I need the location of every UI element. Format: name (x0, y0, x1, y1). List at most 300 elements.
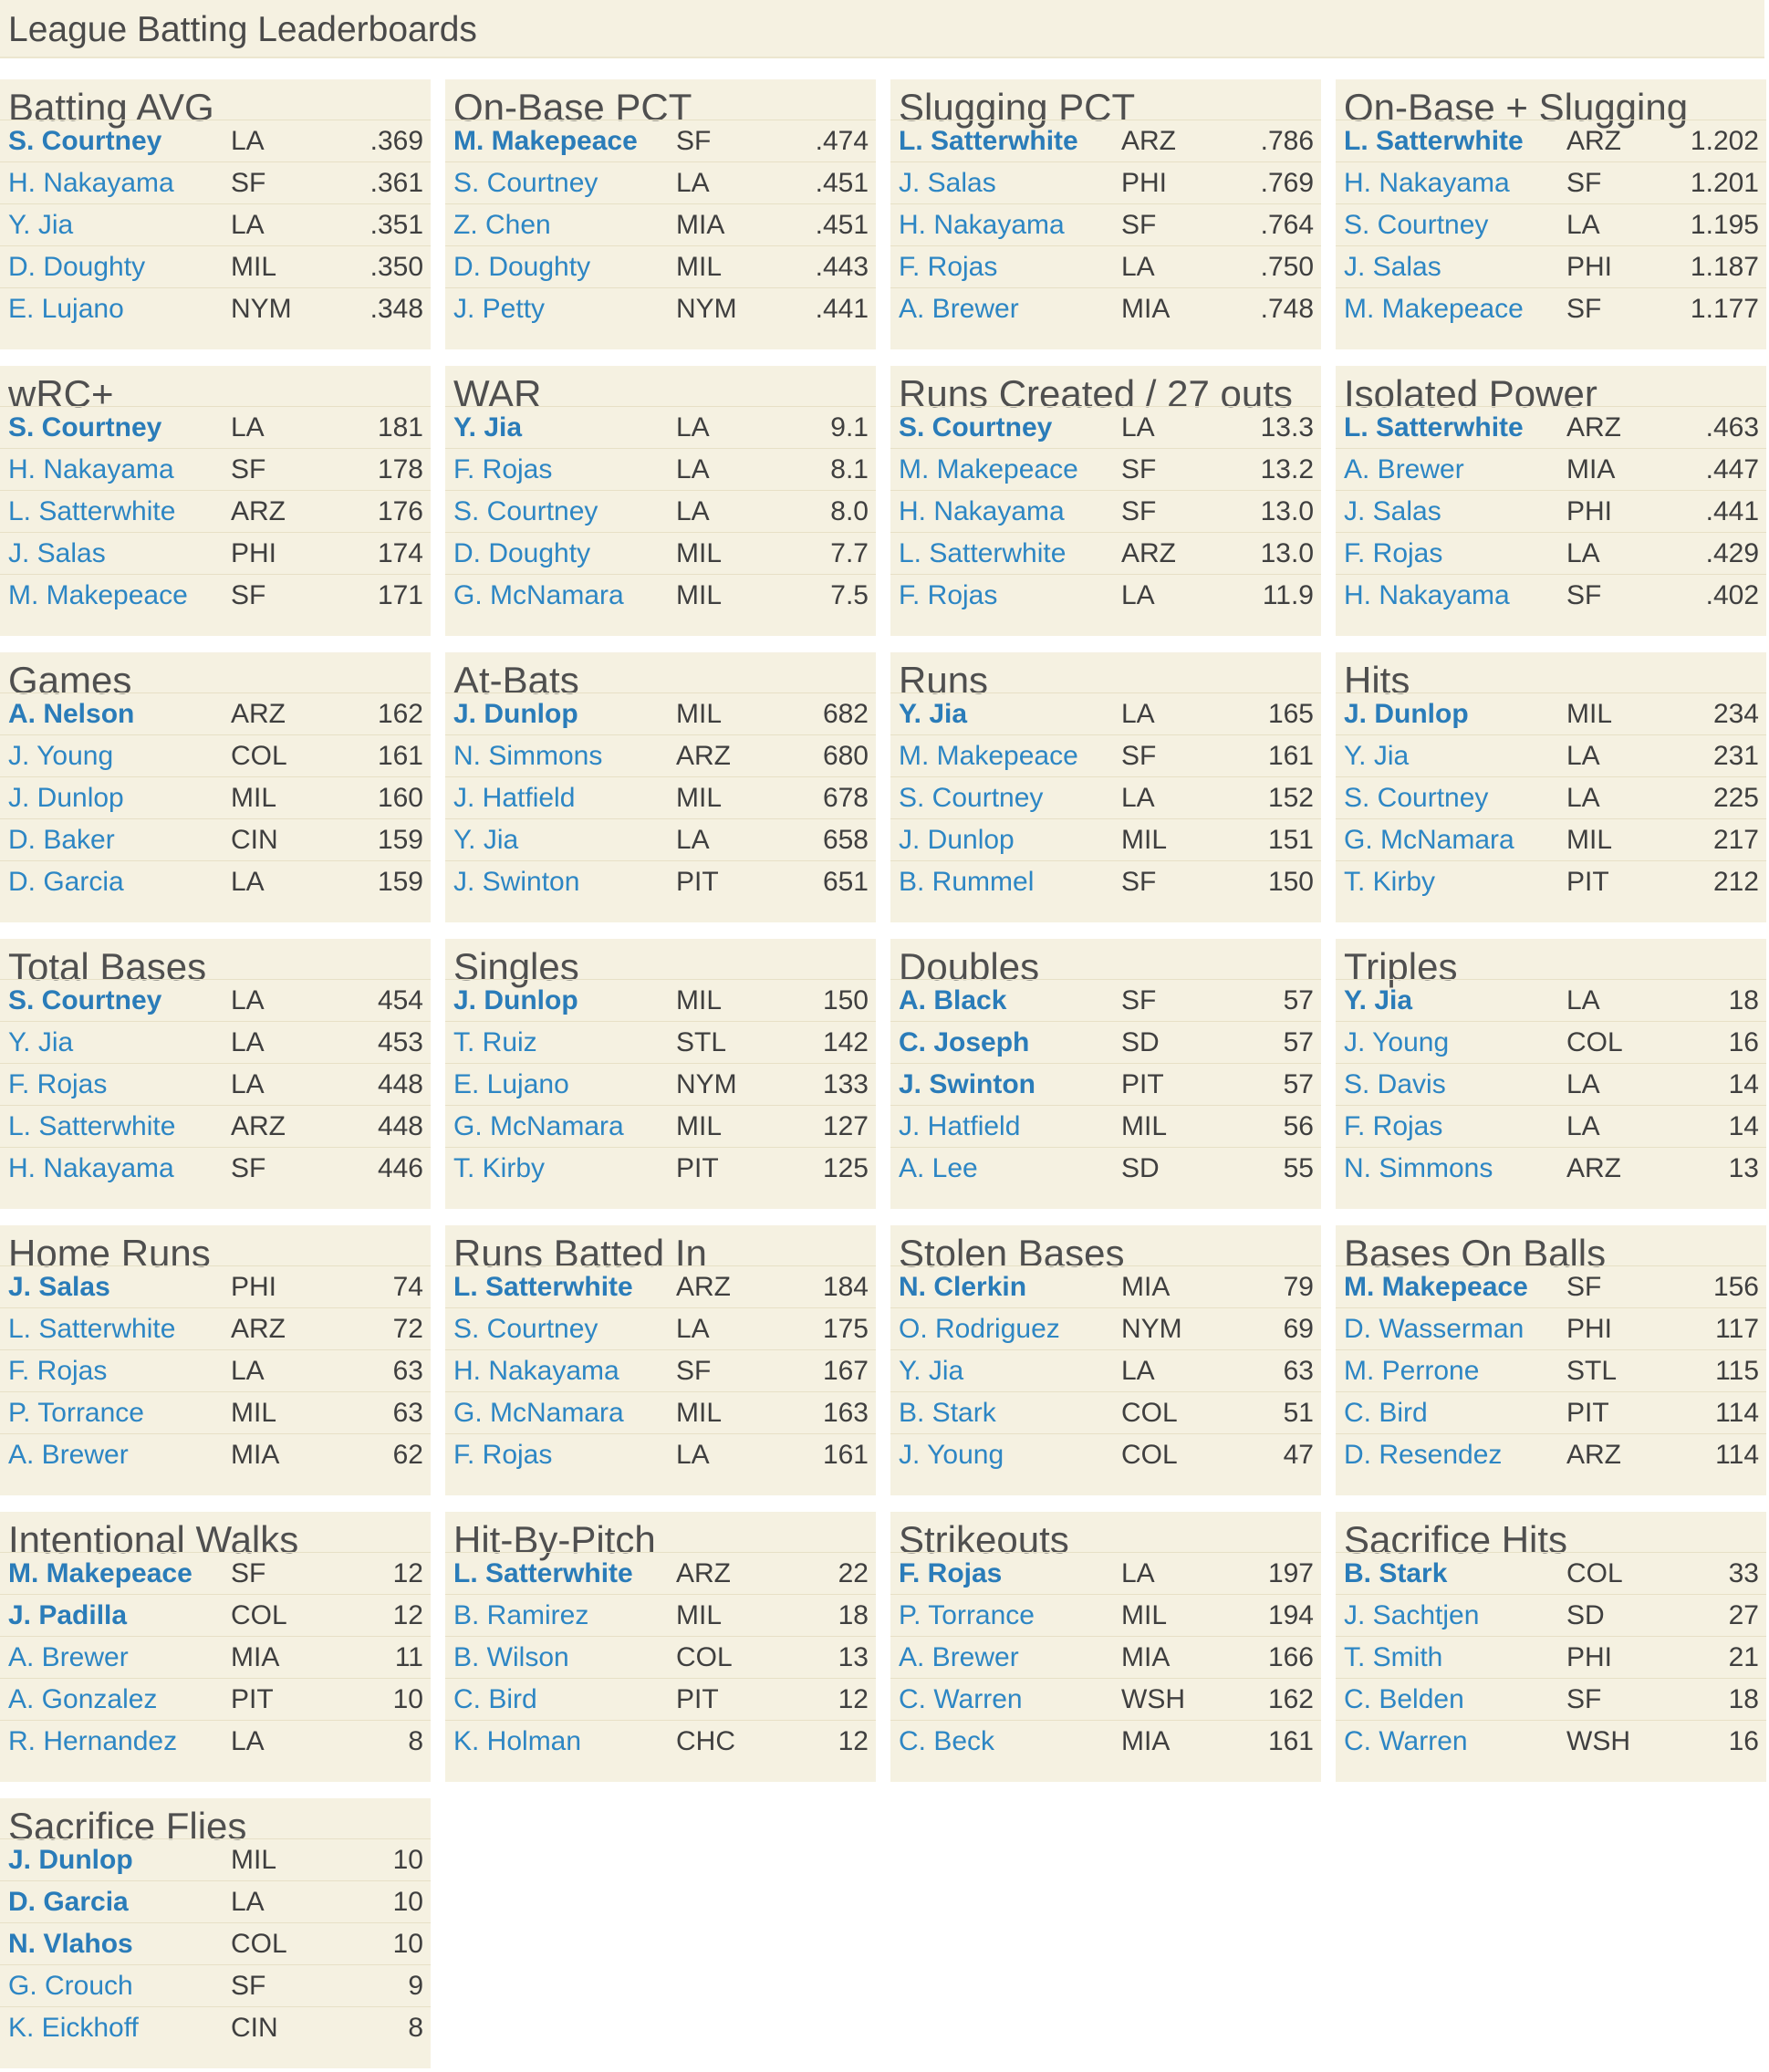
leader-row (0, 1838, 431, 1879)
leader-row (890, 1063, 1321, 1103)
player-link[interactable]: S. Courtney (453, 1314, 598, 1344)
stat-value: 1.201 (1690, 168, 1759, 198)
stat-value: 51 (1283, 1398, 1314, 1428)
stat-value: 142 (822, 1027, 869, 1057)
leader-row (445, 860, 876, 901)
leader-row (890, 1265, 1321, 1306)
leader-row (1336, 1552, 1766, 1592)
player-link[interactable]: J. Young (1344, 1027, 1450, 1057)
leader-row (445, 161, 876, 202)
team-abbr: ARZ (1566, 1440, 1621, 1470)
team-abbr: COL (1121, 1440, 1178, 1470)
leaderboard-panel (890, 79, 1321, 349)
team-abbr: MIA (1121, 1642, 1171, 1672)
panel-title: On-Base PCT (453, 86, 692, 129)
leaderboard-panel (1336, 652, 1766, 922)
player-link[interactable]: A. Black (899, 985, 1007, 1015)
leader-row (1336, 692, 1766, 733)
player-link[interactable]: S. Courtney (899, 783, 1044, 813)
player-link[interactable]: S. Courtney (1344, 783, 1489, 813)
leader-row (1336, 490, 1766, 530)
player-link[interactable]: A. Gonzalez (8, 1684, 158, 1714)
stat-value: .441 (1705, 496, 1759, 526)
stat-value: 14 (1728, 1069, 1759, 1099)
player-link[interactable]: J. Hatfield (453, 783, 576, 813)
leader-row (890, 1147, 1321, 1187)
team-abbr: LA (1121, 252, 1155, 282)
panel-title: Strikeouts (899, 1518, 1069, 1561)
player-link[interactable]: P. Torrance (8, 1398, 144, 1428)
player-link[interactable]: L. Satterwhite (8, 496, 176, 526)
team-abbr: LA (676, 1314, 710, 1344)
player-link[interactable]: Y. Jia (453, 825, 519, 855)
player-link[interactable]: F. Rojas (8, 1356, 108, 1386)
player-link[interactable]: E. Lujano (453, 1069, 569, 1099)
stat-value: 234 (1712, 699, 1759, 729)
player-link[interactable]: D. Baker (8, 825, 115, 855)
leader-row (1336, 1636, 1766, 1676)
team-abbr: MIA (1121, 294, 1171, 324)
stat-value: 12 (838, 1684, 869, 1714)
panel-title: Total Bases (8, 945, 207, 988)
stat-value: 27 (1728, 1600, 1759, 1630)
leader-row (0, 1552, 431, 1592)
stat-value: 55 (1283, 1153, 1314, 1183)
leader-row (0, 1265, 431, 1306)
player-link[interactable]: H. Nakayama (8, 1153, 174, 1183)
stat-value: 175 (822, 1314, 869, 1344)
player-link[interactable]: S. Courtney (899, 412, 1053, 443)
player-link[interactable]: J. Padilla (8, 1600, 128, 1630)
team-abbr: MIL (676, 1600, 723, 1630)
leader-row (0, 245, 431, 286)
leader-row (0, 203, 431, 244)
player-link[interactable]: H. Nakayama (899, 496, 1065, 526)
player-link[interactable]: J. Hatfield (899, 1111, 1021, 1141)
team-abbr: ARZ (676, 1558, 731, 1588)
player-link[interactable]: Y. Jia (453, 412, 523, 443)
player-link[interactable]: J. Sachtjen (1344, 1600, 1480, 1630)
player-link[interactable]: D. Resendez (1344, 1440, 1503, 1470)
player-link[interactable]: Y. Jia (899, 699, 968, 729)
team-abbr: LA (1566, 538, 1600, 568)
leader-row (0, 1880, 431, 1921)
player-link[interactable]: C. Joseph (899, 1027, 1030, 1057)
leader-row (1336, 203, 1766, 244)
team-abbr: MIL (676, 252, 723, 282)
leader-row (890, 120, 1321, 160)
leader-row (0, 860, 431, 901)
leader-row (0, 1105, 431, 1145)
stat-value: 151 (1267, 825, 1314, 855)
player-link[interactable]: M. Makepeace (1344, 294, 1524, 324)
team-abbr: SF (231, 1558, 266, 1588)
player-link[interactable]: L. Satterwhite (453, 1558, 633, 1588)
leaderboard-panel (445, 652, 876, 922)
team-abbr: LA (1121, 412, 1155, 443)
player-link[interactable]: G. McNamara (453, 1111, 624, 1141)
page-header (0, 0, 1764, 58)
player-link[interactable]: Z. Chen (453, 210, 551, 240)
player-link[interactable]: J. Dunlop (8, 783, 124, 813)
stat-value: 7.7 (830, 538, 869, 568)
team-abbr: PHI (231, 1272, 277, 1302)
player-link[interactable]: N. Simmons (1344, 1153, 1493, 1183)
player-link[interactable]: A. Brewer (899, 1642, 1019, 1672)
stat-value: .348 (369, 294, 423, 324)
player-link[interactable]: B. Wilson (453, 1642, 569, 1672)
leader-row (445, 1552, 876, 1592)
leaderboard-panel (1336, 1225, 1766, 1495)
panel-title: Games (8, 659, 132, 702)
player-link[interactable]: L. Satterwhite (899, 126, 1078, 156)
player-link[interactable]: S. Courtney (8, 126, 162, 156)
stat-value: 12 (392, 1558, 423, 1588)
panel-title: Singles (453, 945, 579, 988)
player-link[interactable]: L. Satterwhite (8, 1314, 176, 1344)
team-abbr: LA (676, 496, 710, 526)
team-abbr: ARZ (1121, 538, 1176, 568)
stat-value: 69 (1283, 1314, 1314, 1344)
player-link[interactable]: Y. Jia (1344, 985, 1413, 1015)
leaderboard-panel (890, 1225, 1321, 1495)
team-abbr: COL (676, 1642, 733, 1672)
player-link[interactable]: J. Dunlop (453, 699, 578, 729)
leaderboard-panel (890, 366, 1321, 636)
leaderboard-panel (0, 1512, 431, 1782)
player-link[interactable]: Y. Jia (8, 1027, 74, 1057)
team-abbr: PHI (1566, 496, 1613, 526)
leader-row (0, 1964, 431, 2004)
leader-row (0, 1147, 431, 1187)
player-link[interactable]: M. Makepeace (1344, 1272, 1528, 1302)
player-link[interactable]: J. Young (899, 1440, 1004, 1470)
leader-row (0, 161, 431, 202)
player-link[interactable]: J. Salas (8, 538, 106, 568)
stat-value: .786 (1260, 126, 1314, 156)
player-link[interactable]: C. Bird (1344, 1398, 1428, 1428)
player-link[interactable]: H. Nakayama (8, 454, 174, 484)
stat-value: 47 (1283, 1440, 1314, 1470)
player-link[interactable]: N. Clerkin (899, 1272, 1027, 1302)
team-abbr: SF (231, 1153, 266, 1183)
player-link[interactable]: H. Nakayama (1344, 168, 1510, 198)
player-link[interactable]: J. Swinton (453, 867, 580, 897)
leader-row (0, 120, 431, 160)
team-abbr: MIL (231, 252, 277, 282)
player-link[interactable]: L. Satterwhite (1344, 126, 1524, 156)
player-link[interactable]: S. Courtney (8, 412, 162, 443)
team-abbr: NYM (676, 294, 737, 324)
player-link[interactable]: C. Bird (453, 1684, 537, 1714)
stat-value: 682 (822, 699, 869, 729)
player-link[interactable]: J. Dunlop (1344, 699, 1469, 729)
player-link[interactable]: Y. Jia (8, 210, 74, 240)
player-link[interactable]: A. Brewer (8, 1440, 129, 1470)
leader-row (445, 1349, 876, 1390)
player-link[interactable]: D. Doughty (453, 252, 591, 282)
player-link[interactable]: A. Lee (899, 1153, 978, 1183)
team-abbr: LA (231, 985, 265, 1015)
page-title: League Batting Leaderboards (8, 10, 477, 49)
player-link[interactable]: H. Nakayama (8, 168, 174, 198)
player-link[interactable]: D. Garcia (8, 867, 124, 897)
player-link[interactable]: E. Lujano (8, 294, 124, 324)
player-link[interactable]: R. Hernandez (8, 1726, 178, 1756)
player-link[interactable]: F. Rojas (899, 252, 998, 282)
leaderboard-panel (1336, 1512, 1766, 1782)
team-abbr: LA (676, 825, 710, 855)
player-link[interactable]: A. Brewer (8, 1642, 129, 1672)
team-abbr: LA (231, 412, 265, 443)
player-link[interactable]: S. Courtney (8, 985, 162, 1015)
leaderboard-panel (890, 652, 1321, 922)
leader-row (0, 692, 431, 733)
player-link[interactable]: L. Satterwhite (1344, 412, 1524, 443)
player-link[interactable]: F. Rojas (8, 1069, 108, 1099)
team-abbr: SF (1566, 580, 1602, 610)
leaderboard-panel (1336, 366, 1766, 636)
leader-row (890, 245, 1321, 286)
team-abbr: MIL (231, 1398, 277, 1428)
team-abbr: MIL (676, 985, 723, 1015)
stat-value: 448 (377, 1069, 423, 1099)
leaderboard-panel (445, 1225, 876, 1495)
leader-row (890, 287, 1321, 328)
team-abbr: SF (1566, 294, 1602, 324)
panel-title: Isolated Power (1344, 372, 1597, 415)
player-link[interactable]: B. Stark (1344, 1558, 1448, 1588)
player-link[interactable]: B. Ramirez (453, 1600, 589, 1630)
leader-row (0, 979, 431, 1019)
leader-row (1336, 1391, 1766, 1432)
stat-value: 150 (1267, 867, 1314, 897)
player-link[interactable]: J. Dunlop (899, 825, 1015, 855)
leader-row (1336, 448, 1766, 488)
team-abbr: SF (231, 454, 266, 484)
team-abbr: MIL (1566, 825, 1613, 855)
team-abbr: MIA (1566, 454, 1616, 484)
team-abbr: SD (1121, 1027, 1160, 1057)
player-link[interactable]: J. Swinton (899, 1069, 1035, 1099)
team-abbr: MIL (231, 783, 277, 813)
team-abbr: LA (676, 412, 710, 443)
leaderboard-panel (445, 1512, 876, 1782)
stat-value: 12 (838, 1726, 869, 1756)
team-abbr: SF (1121, 454, 1157, 484)
stat-value: .361 (369, 168, 423, 198)
leader-row (445, 120, 876, 160)
stat-value: 1.177 (1690, 294, 1759, 324)
player-link[interactable]: B. Stark (899, 1398, 996, 1428)
player-link[interactable]: J. Dunlop (8, 1845, 133, 1875)
player-link[interactable]: L. Satterwhite (899, 538, 1067, 568)
leader-row (1336, 979, 1766, 1019)
leader-row (1336, 1105, 1766, 1145)
leader-row (890, 1349, 1321, 1390)
team-abbr: PIT (676, 1153, 719, 1183)
stat-value: 21 (1728, 1642, 1759, 1672)
player-link[interactable]: B. Rummel (899, 867, 1035, 897)
player-link[interactable]: S. Courtney (453, 168, 598, 198)
player-link[interactable]: S. Courtney (1344, 210, 1489, 240)
leader-row (445, 776, 876, 817)
player-link[interactable]: T. Kirby (453, 1153, 546, 1183)
stat-value: 194 (1267, 1600, 1314, 1630)
player-link[interactable]: J. Petty (453, 294, 546, 324)
team-abbr: CIN (231, 825, 278, 855)
leader-row (445, 734, 876, 775)
player-link[interactable]: D. Doughty (8, 252, 146, 282)
stat-value: 197 (1267, 1558, 1314, 1588)
player-link[interactable]: A. Brewer (1344, 454, 1464, 484)
stat-value: .769 (1260, 168, 1314, 198)
panel-title: Stolen Bases (899, 1232, 1125, 1275)
leader-row (0, 1720, 431, 1760)
stat-value: 150 (822, 985, 869, 1015)
player-link[interactable]: F. Rojas (1344, 538, 1443, 568)
player-link[interactable]: C. Warren (899, 1684, 1023, 1714)
stat-value: 161 (1267, 1726, 1314, 1756)
player-link[interactable]: H. Nakayama (1344, 580, 1510, 610)
player-link[interactable]: C. Warren (1344, 1726, 1468, 1756)
player-link[interactable]: L. Satterwhite (8, 1111, 176, 1141)
player-link[interactable]: Y. Jia (899, 1356, 964, 1386)
leader-row (0, 1349, 431, 1390)
player-link[interactable]: G. McNamara (1344, 825, 1514, 855)
stat-value: .474 (815, 126, 869, 156)
panel-title: wRC+ (8, 372, 114, 415)
team-abbr: SF (676, 126, 712, 156)
leader-row (890, 818, 1321, 859)
stat-value: 13 (1728, 1153, 1759, 1183)
stat-value: 57 (1283, 1069, 1314, 1099)
player-link[interactable]: D. Garcia (8, 1887, 129, 1917)
player-link[interactable]: K. Eickhoff (8, 2013, 139, 2043)
player-link[interactable]: C. Beck (899, 1726, 995, 1756)
team-abbr: WSH (1566, 1726, 1630, 1756)
player-link[interactable]: J. Salas (1344, 496, 1441, 526)
stat-value: .451 (815, 168, 869, 198)
stat-value: 225 (1712, 783, 1759, 813)
player-link[interactable]: T. Ruiz (453, 1027, 537, 1057)
stat-value: 114 (1715, 1398, 1759, 1428)
team-abbr: PHI (1566, 1642, 1613, 1672)
player-link[interactable]: L. Satterwhite (453, 1272, 633, 1302)
player-link[interactable]: J. Salas (8, 1272, 110, 1302)
player-link[interactable]: D. Doughty (453, 538, 591, 568)
panel-title: Hit-By-Pitch (453, 1518, 656, 1561)
team-abbr: LA (231, 1027, 265, 1057)
player-link[interactable]: T. Kirby (1344, 867, 1436, 897)
player-link[interactable]: T. Smith (1344, 1642, 1443, 1672)
leader-row (0, 1594, 431, 1634)
team-abbr: SF (1121, 210, 1157, 240)
leader-row (0, 1307, 431, 1348)
team-abbr: WSH (1121, 1684, 1185, 1714)
stat-value: 117 (1715, 1314, 1759, 1344)
player-link[interactable]: A. Brewer (899, 294, 1019, 324)
player-link[interactable]: F. Rojas (899, 580, 998, 610)
leader-row (0, 532, 431, 572)
stat-value: 18 (1728, 985, 1759, 1015)
player-link[interactable]: M. Makepeace (8, 1558, 193, 1588)
stat-value: .429 (1705, 538, 1759, 568)
stat-value: 181 (377, 412, 423, 443)
player-link[interactable]: J. Young (8, 741, 114, 771)
leader-row (890, 532, 1321, 572)
player-link[interactable]: F. Rojas (1344, 1111, 1443, 1141)
leaderboard-panel (445, 79, 876, 349)
team-abbr: MIL (676, 699, 723, 729)
player-link[interactable]: M. Makepeace (8, 580, 188, 610)
player-link[interactable]: G. Crouch (8, 1971, 133, 2001)
player-link[interactable]: S. Davis (1344, 1069, 1446, 1099)
stat-value: 152 (1267, 783, 1314, 813)
player-link[interactable]: F. Rojas (453, 454, 553, 484)
player-link[interactable]: G. McNamara (453, 1398, 624, 1428)
stat-value: 212 (1712, 867, 1759, 897)
team-abbr: MIL (231, 1845, 277, 1875)
player-link[interactable]: N. Simmons (453, 741, 603, 771)
player-link[interactable]: H. Nakayama (899, 210, 1065, 240)
panel-title: Triples (1344, 945, 1458, 988)
player-link[interactable]: Y. Jia (1344, 741, 1410, 771)
leader-row (0, 1391, 431, 1432)
team-abbr: NYM (676, 1069, 737, 1099)
player-link[interactable]: G. McNamara (453, 580, 624, 610)
player-link[interactable]: M. Makepeace (899, 454, 1078, 484)
player-link[interactable]: J. Salas (1344, 252, 1441, 282)
player-link[interactable]: M. Perrone (1344, 1356, 1480, 1386)
leader-row (445, 532, 876, 572)
player-link[interactable]: D. Wasserman (1344, 1314, 1524, 1344)
player-link[interactable]: O. Rodriguez (899, 1314, 1060, 1344)
stat-value: 176 (377, 496, 423, 526)
player-link[interactable]: C. Belden (1344, 1684, 1464, 1714)
player-link[interactable]: F. Rojas (453, 1440, 553, 1470)
player-link[interactable]: M. Makepeace (899, 741, 1078, 771)
team-abbr: MIA (676, 210, 725, 240)
player-link[interactable]: K. Holman (453, 1726, 582, 1756)
stat-value: 651 (822, 867, 869, 897)
leader-row (445, 1105, 876, 1145)
team-abbr: ARZ (1566, 126, 1621, 156)
team-abbr: LA (231, 1069, 265, 1099)
player-link[interactable]: J. Dunlop (453, 985, 578, 1015)
team-abbr: SF (231, 1971, 266, 2001)
player-link[interactable]: S. Courtney (453, 496, 598, 526)
stat-value: 8.1 (830, 454, 869, 484)
leader-row (1336, 1349, 1766, 1390)
panel-title: Sacrifice Flies (8, 1805, 247, 1848)
stat-value: 9 (408, 1971, 423, 2001)
player-link[interactable]: F. Rojas (899, 1558, 1003, 1588)
leader-row (445, 1636, 876, 1676)
stat-value: 57 (1283, 985, 1314, 1015)
player-link[interactable]: H. Nakayama (453, 1356, 619, 1386)
leader-row (445, 979, 876, 1019)
player-link[interactable]: M. Makepeace (453, 126, 638, 156)
panel-title: Home Runs (8, 1232, 211, 1275)
player-link[interactable]: J. Salas (899, 168, 996, 198)
panel-title: WAR (453, 372, 542, 415)
team-abbr: LA (231, 210, 265, 240)
player-link[interactable]: A. Nelson (8, 699, 135, 729)
stat-value: 57 (1283, 1027, 1314, 1057)
player-link[interactable]: P. Torrance (899, 1600, 1035, 1630)
player-link[interactable]: N. Vlahos (8, 1929, 133, 1959)
